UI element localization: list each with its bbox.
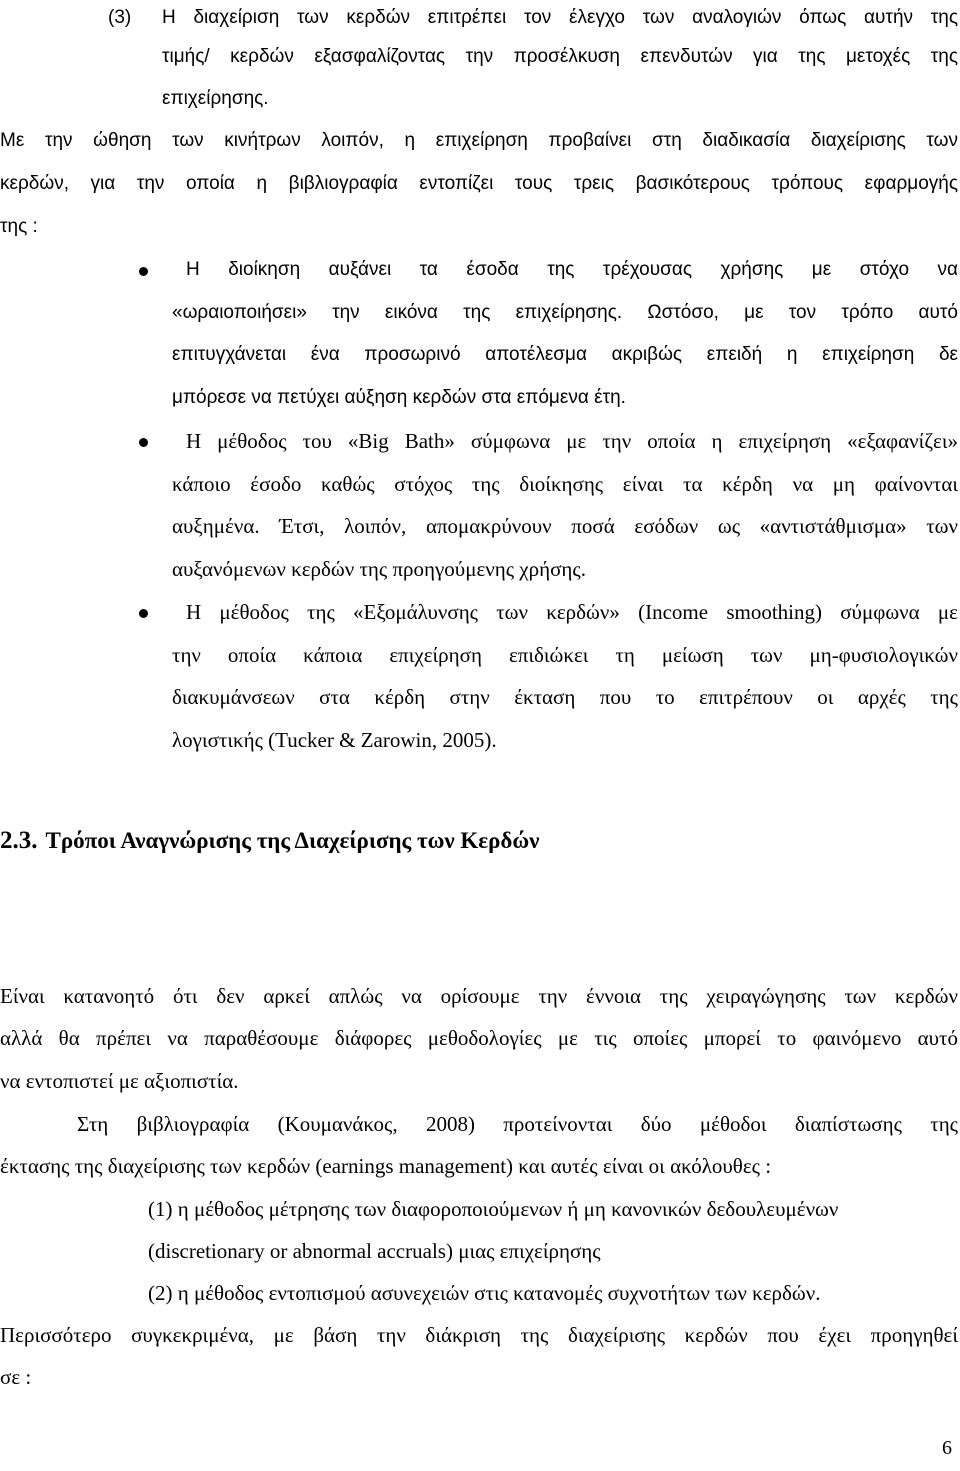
item3-line-3: επιχείρησης. (162, 88, 269, 109)
bullet-1-line-1: Η διοίκηση αυξάνει τα έσοδα της τρέχουσας χρήσης με στόχο να (186, 259, 958, 280)
para1-line-3: να εντοπιστεί με αξιοπιστία. (0, 1069, 239, 1093)
bullet-2-line-2: κάποιο έσοδο καθώς στόχος της διοίκησης είναι τα κέρδη να μη φαίνονται (172, 472, 958, 496)
item3-line-2: τιμής/ κερδών εξασφαλίζοντας την προσέλκυση επενδυτών για της μετοχές της (162, 46, 958, 67)
para1-line-2: αλλά θα πρέπει να παραθέσουμε διάφορες μεθοδολογίες με τις οποίες μπορεί το φαινόμενο αυτό (0, 1026, 958, 1050)
method-2-line: (2) η μέθοδος εντοπισμού ασυνεχειών στις κατανομές συχνοτήτων των κερδών. (148, 1281, 821, 1305)
bullet-2-line-3: αυξημένα. Έτσι, λοιπόν, απομακρύνουν ποσά εσόδων ως «αντιστάθμισμα» των (172, 514, 958, 538)
bullet-dot-1 (139, 267, 148, 276)
page-number: 6 (942, 1437, 952, 1459)
intro-line-3: της : (0, 216, 38, 237)
bullet-1-line-3: επιτυγχάνεται ένα προσωρινό αποτέλεσμα ακριβώς επειδή η επιχείρηση δε (172, 344, 958, 365)
section-title: Τρόποι Αναγνώρισης της Διαχείρισης των Κερδών (45, 828, 540, 853)
item3-line-1: Η διαχείριση των κερδών επιτρέπει τον έλεγχο των αναλογιών όπως αυτήν της (162, 7, 958, 28)
bullet-3-line-3: διακυμάνσεων στα κέρδη στην έκταση που το επιτρέπουν οι αρχές της (172, 685, 958, 709)
para2-line-1: Στη βιβλιογραφία (Κουμανάκος, 2008) προτείνονται δύο μέθοδοι διαπίστωσης της (77, 1112, 958, 1136)
bullet-2-line-4: αυξανόμενων κερδών της προηγούμενης χρήσης. (172, 557, 586, 581)
bullet-dot-2 (139, 438, 148, 447)
para3-line-1: Περισσότερο συγκεκριμένα, με βάση την διάκριση της διαχείρισης κερδών που έχει προηγηθεί (0, 1323, 958, 1347)
bullet-3-line-1: Η μέθοδος της «Εξομάλυνσης των κερδών» (Income smoothing) σύμφωνα με (186, 600, 958, 624)
method-1-line-1: (1) η μέθοδος μέτρησης των διαφοροποιούμενων ή μη κανονικών δεδουλευμένων (148, 1197, 839, 1221)
intro-line-1: Με την ώθηση των κινήτρων λοιπόν, η επιχείρηση προβαίνει στη διαδικασία διαχείρισης των (0, 130, 958, 151)
item3-number: (3) (108, 7, 132, 28)
bullet-dot-3 (139, 609, 148, 618)
para3-line-2: σε : (0, 1365, 32, 1389)
method-1-line-2: (discretionary or abnormal accruals) μιας επιχείρησης (148, 1239, 601, 1263)
bullet-3-line-2: την οποία κάποια επιχείρηση επιδιώκει τη μείωση των μη-φυσιολογικών (172, 643, 958, 667)
para2-line-2: έκτασης της διαχείρισης των κερδών (earnings management) και αυτές είναι οι ακόλουθες : (0, 1154, 772, 1178)
intro-line-2: κερδών, για την οποία η βιβλιογραφία εντοπίζει τους τρεις βασικότερους τρόπους εφαρμογής (0, 173, 958, 194)
bullet-3-line-4: λογιστικής (Tucker & Zarowin, 2005). (172, 728, 497, 752)
para1-line-1: Είναι κατανοητό ότι δεν αρκεί απλώς να ορίσουμε την έννοια της χειραγώγησης των κερδών (0, 984, 958, 1008)
bullet-1-line-2: «ωραιοποιήσει» την εικόνα της επιχείρησης. Ωστόσο, με τον τρόπο αυτό (172, 302, 958, 323)
bullet-2-line-1: Η μέθοδος του «Big Bath» σύμφωνα με την οποία η επιχείρηση «εξαφανίζει» (186, 429, 958, 453)
section-number: 2.3. (0, 827, 38, 854)
section-heading (0, 825, 539, 857)
bullet-1-line-4: μπόρεσε να πετύχει αύξηση κερδών στα επόμενα έτη. (172, 387, 626, 408)
